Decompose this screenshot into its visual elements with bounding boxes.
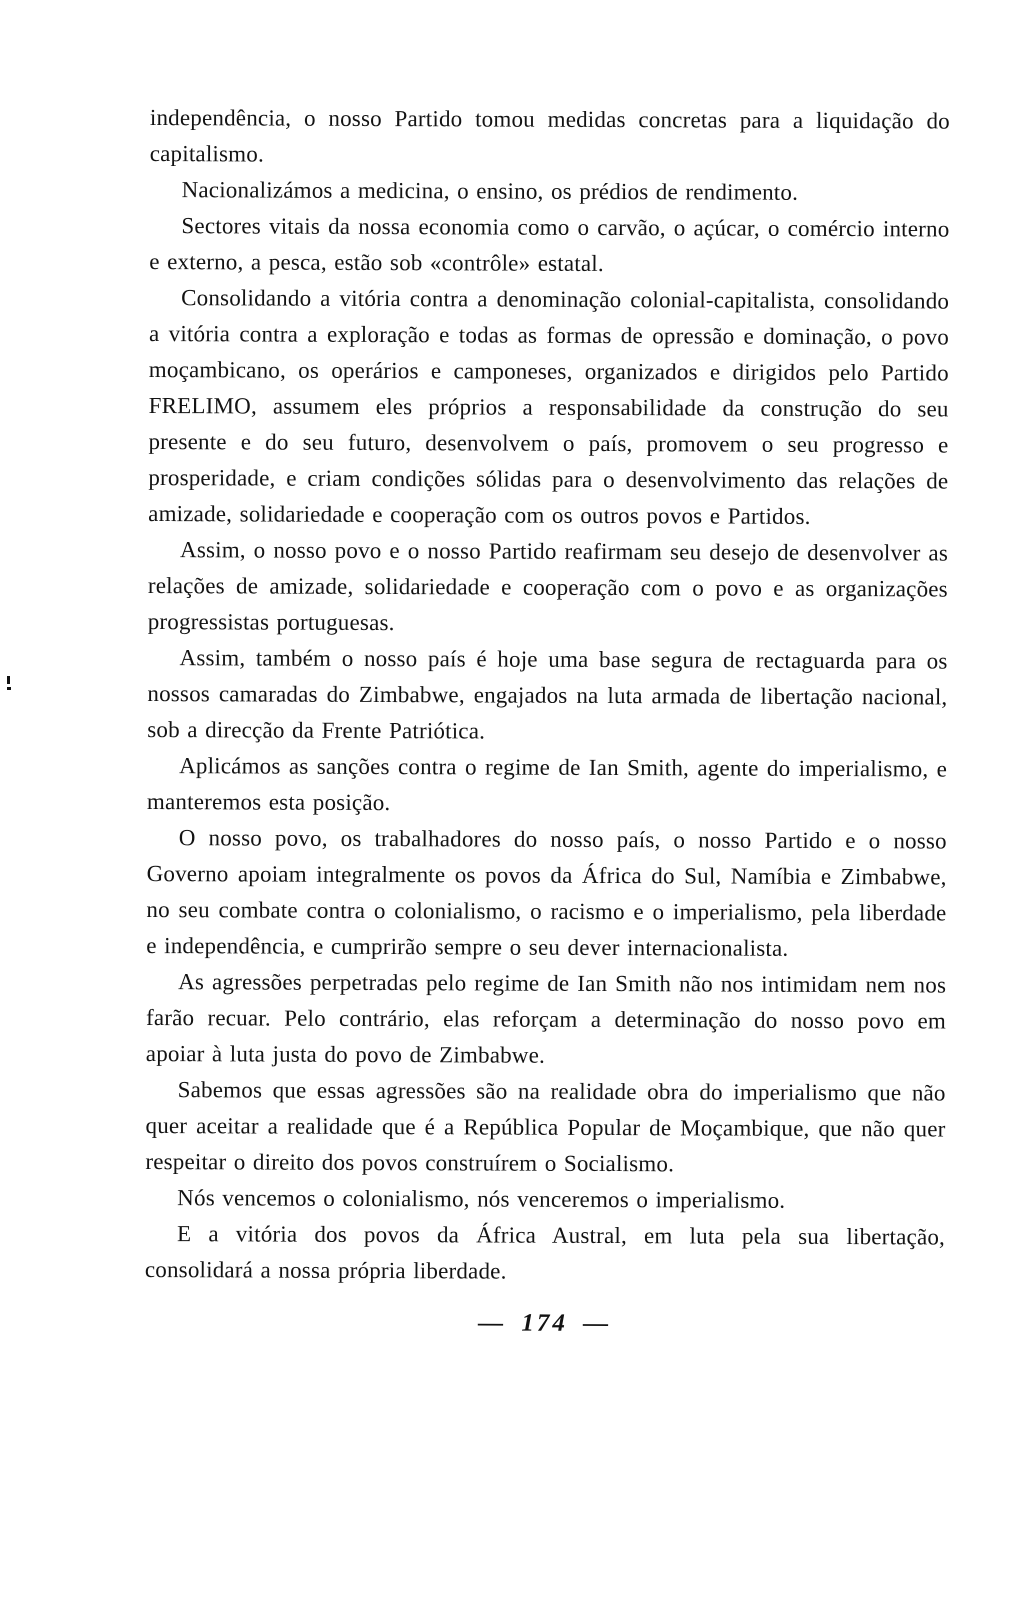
paragraph: As agressões perpetradas pelo regime de Ian Smith não nos intimidam nem nos farão recuar. Pelo contrário, elas reforçam a determinação do nosso povo em apoiar à luta justa do povo de Zimbabwe. <box>145 969 947 1068</box>
paragraph: O nosso povo, os trabalhadores do nosso país, o nosso Partido e o nosso Governo apoiam integralmente os povos da África do Sul, Namíbia e Zimbabwe, no seu combate contra o colonialismo, o racismo e o imperialismo, pela liberdade e independência, e cumprirão sempre o seu dever internacionalista. <box>146 825 947 961</box>
paragraph: Sectores vitais da nossa economia como o carvão, o açúcar, o comércio interno e externo, a pesca, estão sob «contrôle» estatal. <box>149 213 950 276</box>
paragraph: E a vitória dos povos da África Austral, em luta pela sua libertação, consolidará a nossa própria liberdade. <box>144 1221 946 1284</box>
paragraph: Consolidando a vitória contra a denominação colonial-capitalista, consolidando a vitória contra a exploração e todas as formas de opressão e dominação, o povo moçambicano, os operários e camponeses, organizados e dirigidos pelo Partido FRELIMO, assumem eles próprios a responsabilidade da construção do seu presente e do seu futuro, desenvolvem o país, promovem o seu progresso e prosperidade, e criam condições sólidas para o desenvolvimento das relações de amizade, solidariedade e cooperação com os outros povos e Partidos. <box>148 285 950 529</box>
page-number: — 174 — <box>478 1309 612 1338</box>
paragraph: Assim, o nosso povo e o nosso Partido reafirmam seu desejo de desenvolver as relações de amizade, solidariedade e cooperação com o povo e as organizações progressistas portuguesas. <box>147 537 949 636</box>
paragraph: Aplicámos as sanções contra o regime de Ian Smith, agente do imperialismo, e manteremos esta posição. <box>146 753 948 816</box>
paragraph: Sabemos que essas agressões são na realidade obra do imperialismo que não quer aceitar a realidade que é a República Popular de Moçambique, que não quer respeitar o direito dos povos construírem o Socialismo. <box>145 1077 946 1177</box>
paragraph: Nacionalizámos a medicina, o ensino, os prédios de rendimento. <box>181 177 799 205</box>
paragraph: Assim, também o nosso país é hoje uma base segura de rectaguarda para os nossos camaradas do Zimbabwe, engajados na luta armada de libertação nacional, sob a direcção da Frente Patriótica. <box>147 645 948 744</box>
text-block <box>145 100 950 1343</box>
stray-ink-mark <box>7 676 11 690</box>
paragraph: independência, o nosso Partido tomou medidas concretas para a liquidação do capitalismo. <box>149 104 950 167</box>
paragraph: Nós vencemos o colonialismo, nós venceremos o imperialismo. <box>177 1185 786 1213</box>
